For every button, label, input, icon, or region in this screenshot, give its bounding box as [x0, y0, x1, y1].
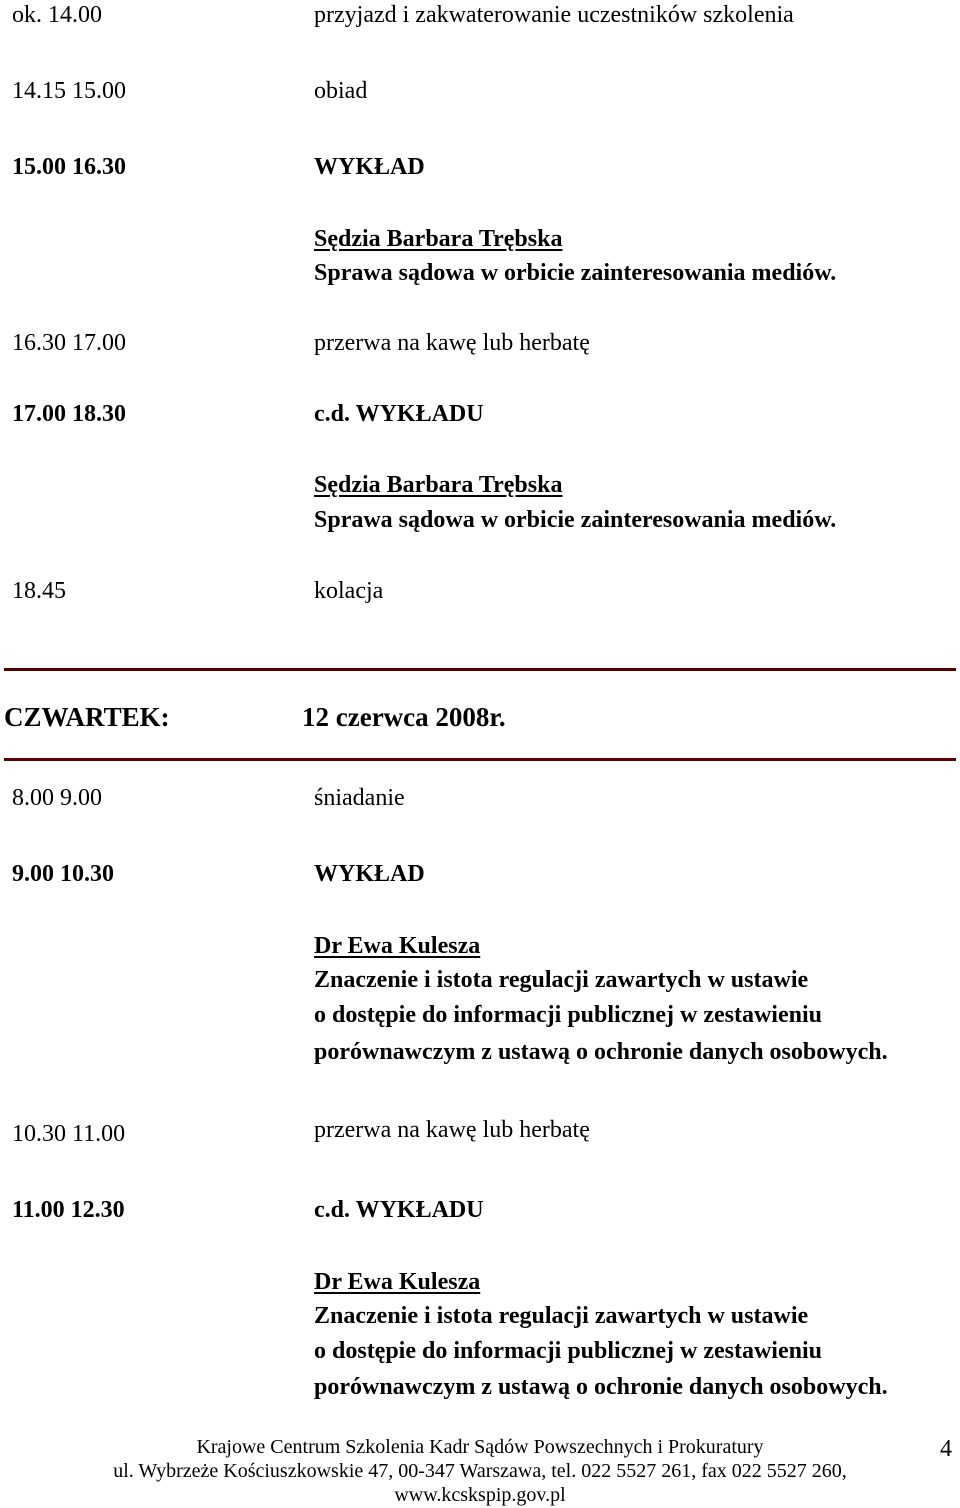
footer-website: www.kcskspip.gov.pl: [394, 1484, 566, 1506]
time-lecture-2: 9.00 10.30: [12, 861, 114, 887]
item-break-1: przerwa na kawę lub herbatę: [314, 330, 590, 356]
time-break-1: 16.30 17.00: [12, 330, 126, 356]
item-breakfast: śniadanie: [314, 785, 405, 811]
footer-institution: Krajowe Centrum Szkolenia Kadr Sądów Powszechnych i Prokuratury: [196, 1436, 764, 1458]
item-dinner: kolacja: [314, 578, 384, 604]
time-dinner: 18.45: [12, 578, 66, 604]
topic-lecture-1: Sprawa sądowa w orbicie zainteresowania mediów.: [314, 260, 837, 286]
page-number: 4: [940, 1436, 952, 1462]
speaker-lecture-2: Dr Ewa Kulesza: [314, 933, 481, 959]
day-date: 12 czerwca 2008r.: [302, 702, 506, 732]
time-breakfast: 8.00 9.00: [12, 785, 102, 811]
item-lecture-1: WYKŁAD: [314, 154, 425, 180]
speaker-lecture-1-cont: Sędzia Barbara Trębska: [314, 472, 563, 498]
item-lunch: obiad: [314, 78, 368, 104]
topic-lecture-1-cont: Sprawa sądowa w orbicie zainteresowania mediów.: [314, 507, 837, 533]
time-break-2: 10.30 11.00: [12, 1121, 126, 1147]
item-break-2: przerwa na kawę lub herbatę: [314, 1117, 590, 1143]
time-lecture-1-cont: 17.00 18.30: [12, 401, 126, 427]
speaker-lecture-2-cont: Dr Ewa Kulesza: [314, 1269, 481, 1295]
topic-lecture-2-cont-line-2: o dostępie do informacji publicznej w zestawieniu: [314, 1338, 822, 1364]
topic-lecture-2-cont-line-1: Znaczenie i istota regulacji zawartych w ustawie: [314, 1303, 809, 1329]
divider-top: [4, 668, 956, 671]
time-lecture-1: 15.00 16.30: [12, 154, 126, 180]
item-lecture-2-cont: c.d. WYKŁADU: [314, 1197, 484, 1223]
item-lecture-1-cont: c.d. WYKŁADU: [314, 401, 484, 427]
divider-bottom: [4, 758, 956, 761]
time-lunch: 14.15 15.00: [12, 78, 126, 104]
time-arrival: ok. 14.00: [12, 2, 102, 28]
time-lecture-2-cont: 11.00 12.30: [12, 1197, 125, 1223]
day-name: CZWARTEK:: [4, 702, 170, 732]
topic-lecture-2-line-1: Znaczenie i istota regulacji zawartych w ustawie: [314, 967, 809, 993]
item-arrival: przyjazd i zakwaterowanie uczestników szkolenia: [314, 2, 794, 28]
speaker-lecture-1: Sędzia Barbara Trębska: [314, 226, 563, 252]
topic-lecture-2-cont-line-3: porównawczym z ustawą o ochronie danych osobowych.: [314, 1374, 888, 1400]
footer-address: ul. Wybrzeże Kościuszkowskie 47, 00-347 Warszawa, tel. 022 5527 261, fax 022 5527 260,: [113, 1460, 847, 1482]
topic-lecture-2-line-3: porównawczym z ustawą o ochronie danych osobowych.: [314, 1039, 888, 1065]
item-lecture-2: WYKŁAD: [314, 861, 425, 887]
topic-lecture-2-line-2: o dostępie do informacji publicznej w zestawieniu: [314, 1002, 822, 1028]
